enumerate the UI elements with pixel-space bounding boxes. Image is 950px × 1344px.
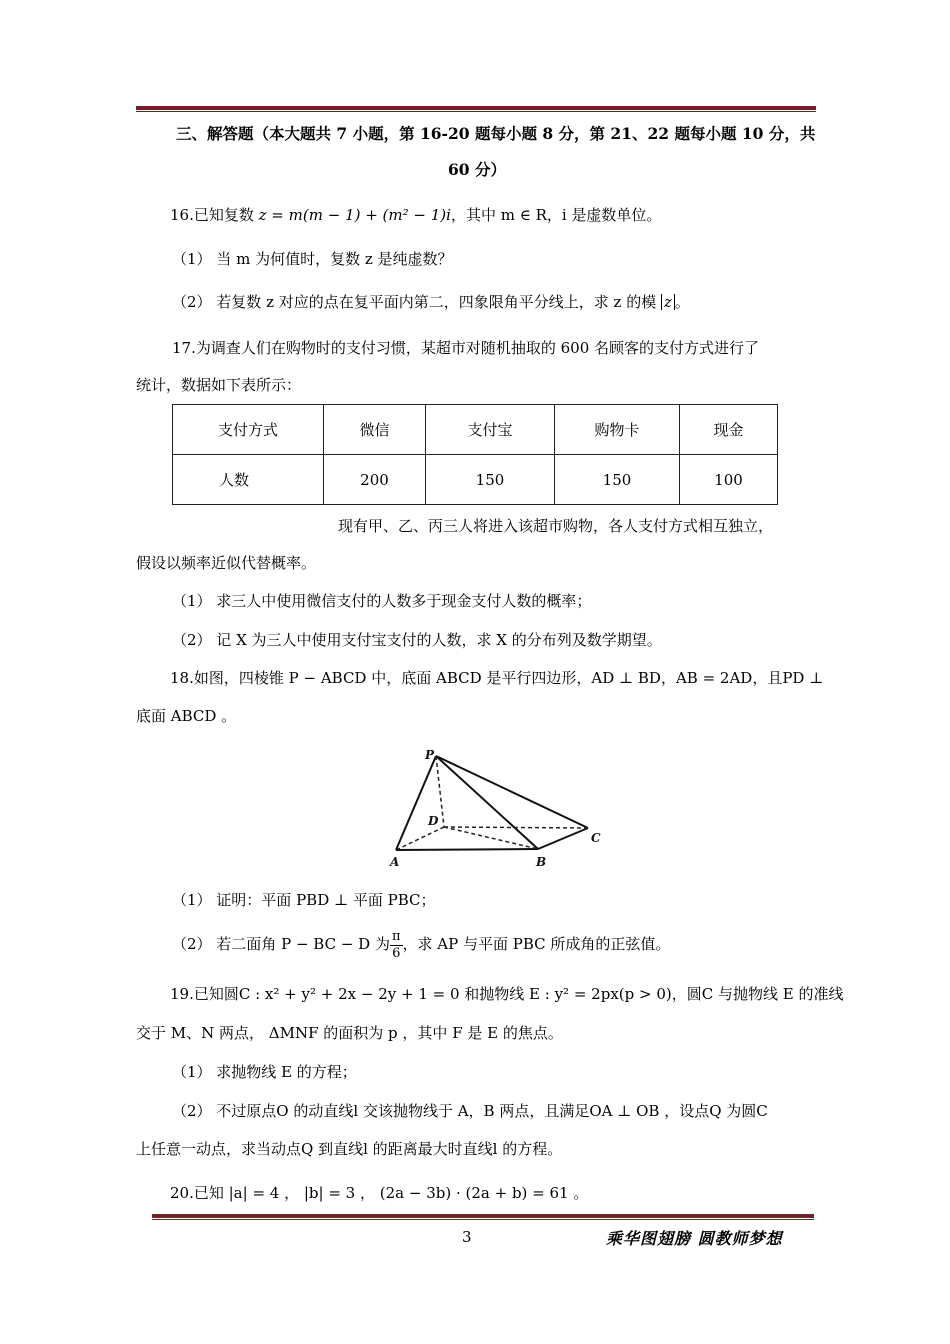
q19-part1: （1） 求抛物线 E 的方程； bbox=[172, 1063, 357, 1081]
footer-rule bbox=[152, 1214, 814, 1221]
footer-slogan: 乘华图翅膀 圆教师梦想 bbox=[606, 1229, 783, 1248]
q18-part2: （2） 若二面角 P − BC − D 为 $\frac{\pi}{6}$ ，求 AP 与平面 PBC 所成角的正弦值。 bbox=[172, 928, 671, 961]
pyramid-figure bbox=[388, 745, 602, 875]
q19-stem-line2: 交于 M、N 两点， ΔMNF 的面积为 p ，其中 F 是 E 的焦点。 bbox=[136, 1024, 563, 1042]
edge-db bbox=[444, 827, 538, 849]
q20-stem: 20.已知 |a| = 4 ， |b| = 3 ， (2a − 3b) · (2a + b) = 61 。 bbox=[170, 1184, 589, 1202]
fraction-pi-6: $\frac{\pi}{6}$ bbox=[391, 928, 401, 961]
q16-stem: 16.已知复数 z = m(m − 1) + (m² − 1)i，其中 m ∈ R，i 是虚数单位。 bbox=[170, 206, 662, 224]
q18-stem-line2: 底面 ABCD 。 bbox=[136, 707, 237, 725]
edge-pb bbox=[436, 756, 538, 849]
q19-part2-line2: 上任意一动点，求当动点Q 到直线l 的距离最大时直线l 的方程。 bbox=[136, 1140, 563, 1158]
table-cell: 购物卡 bbox=[555, 405, 680, 455]
q17-after-line2: 假设以频率近似代替概率。 bbox=[136, 554, 317, 572]
edge-dc bbox=[444, 827, 588, 828]
table-cell: 150 bbox=[426, 455, 555, 505]
table-cell: 现金 bbox=[680, 405, 778, 455]
q17-stem-line1: 17.为调查人们在购物时的支付习惯，某超市对随机抽取的 600 名顾客的支付方式进行了 bbox=[172, 339, 760, 357]
q17-after-line1: 现有甲、乙、丙三人将进入该超市购物，各人支付方式相互独立， bbox=[338, 517, 774, 535]
q16-part1: （1） 当 m 为何值时，复数 z 是纯虚数？ bbox=[172, 250, 453, 268]
table-cell: 150 bbox=[555, 455, 680, 505]
table-cell: 支付宝 bbox=[426, 405, 555, 455]
q17-stem-line2: 统计，数据如下表所示： bbox=[136, 376, 302, 394]
page-number: 3 bbox=[462, 1228, 472, 1246]
label-b: B bbox=[536, 855, 547, 869]
edge-pc bbox=[436, 756, 588, 828]
q19-stem-line1: 19.已知圆C : x² + y² + 2x − 2y + 1 = 0 和抛物线 E : y² = 2px(p > 0)，圆C 与抛物线 E 的准线 bbox=[170, 985, 844, 1003]
label-d: D bbox=[428, 814, 439, 828]
label-c: C bbox=[591, 831, 601, 845]
edge-ab bbox=[396, 849, 538, 850]
edge-bc bbox=[538, 828, 588, 849]
section-title: 三、解答题（本大题共 7 小题，第 16-20 题每小题 8 分，第 21、22 题每小题 10 分，共 bbox=[176, 124, 816, 143]
table-cell: 人数 bbox=[173, 455, 324, 505]
table-cell: 支付方式 bbox=[173, 405, 324, 455]
table-cell: 200 bbox=[324, 455, 426, 505]
q17-part2: （2） 记 X 为三人中使用支付宝支付的人数，求 X 的分布列及数学期望。 bbox=[172, 631, 662, 649]
section-title-cont: 60 分） bbox=[448, 160, 506, 179]
label-a: A bbox=[390, 855, 400, 869]
header-rule bbox=[136, 106, 816, 113]
table-cell: 微信 bbox=[324, 405, 426, 455]
label-p: P bbox=[425, 748, 435, 762]
q16-part2: （2） 若复数 z 对应的点在复平面内第二，四象限角平分线上，求 z 的模 z 。 bbox=[172, 293, 690, 311]
q17-part1: （1） 求三人中使用微信支付的人数多于现金支付人数的概率； bbox=[172, 592, 592, 610]
edge-pa bbox=[396, 756, 436, 850]
table-cell: 100 bbox=[680, 455, 778, 505]
q18-part1: （1） 证明：平面 PBD ⊥ 平面 PBC； bbox=[172, 891, 436, 909]
edge-da bbox=[396, 827, 444, 850]
table-row bbox=[173, 455, 778, 505]
q18-stem-line1: 18.如图，四棱锥 P − ABCD 中，底面 ABCD 是平行四边形，AD ⊥ BD，AB = 2AD，且PD ⊥ bbox=[170, 669, 824, 687]
q19-part2-line1: （2） 不过原点O 的动直线l 交该抛物线于 A，B 两点，且满足OA ⊥ OB ，设点Q 为圆C bbox=[172, 1102, 768, 1120]
table-header-row bbox=[173, 405, 778, 455]
payment-table bbox=[172, 404, 778, 505]
